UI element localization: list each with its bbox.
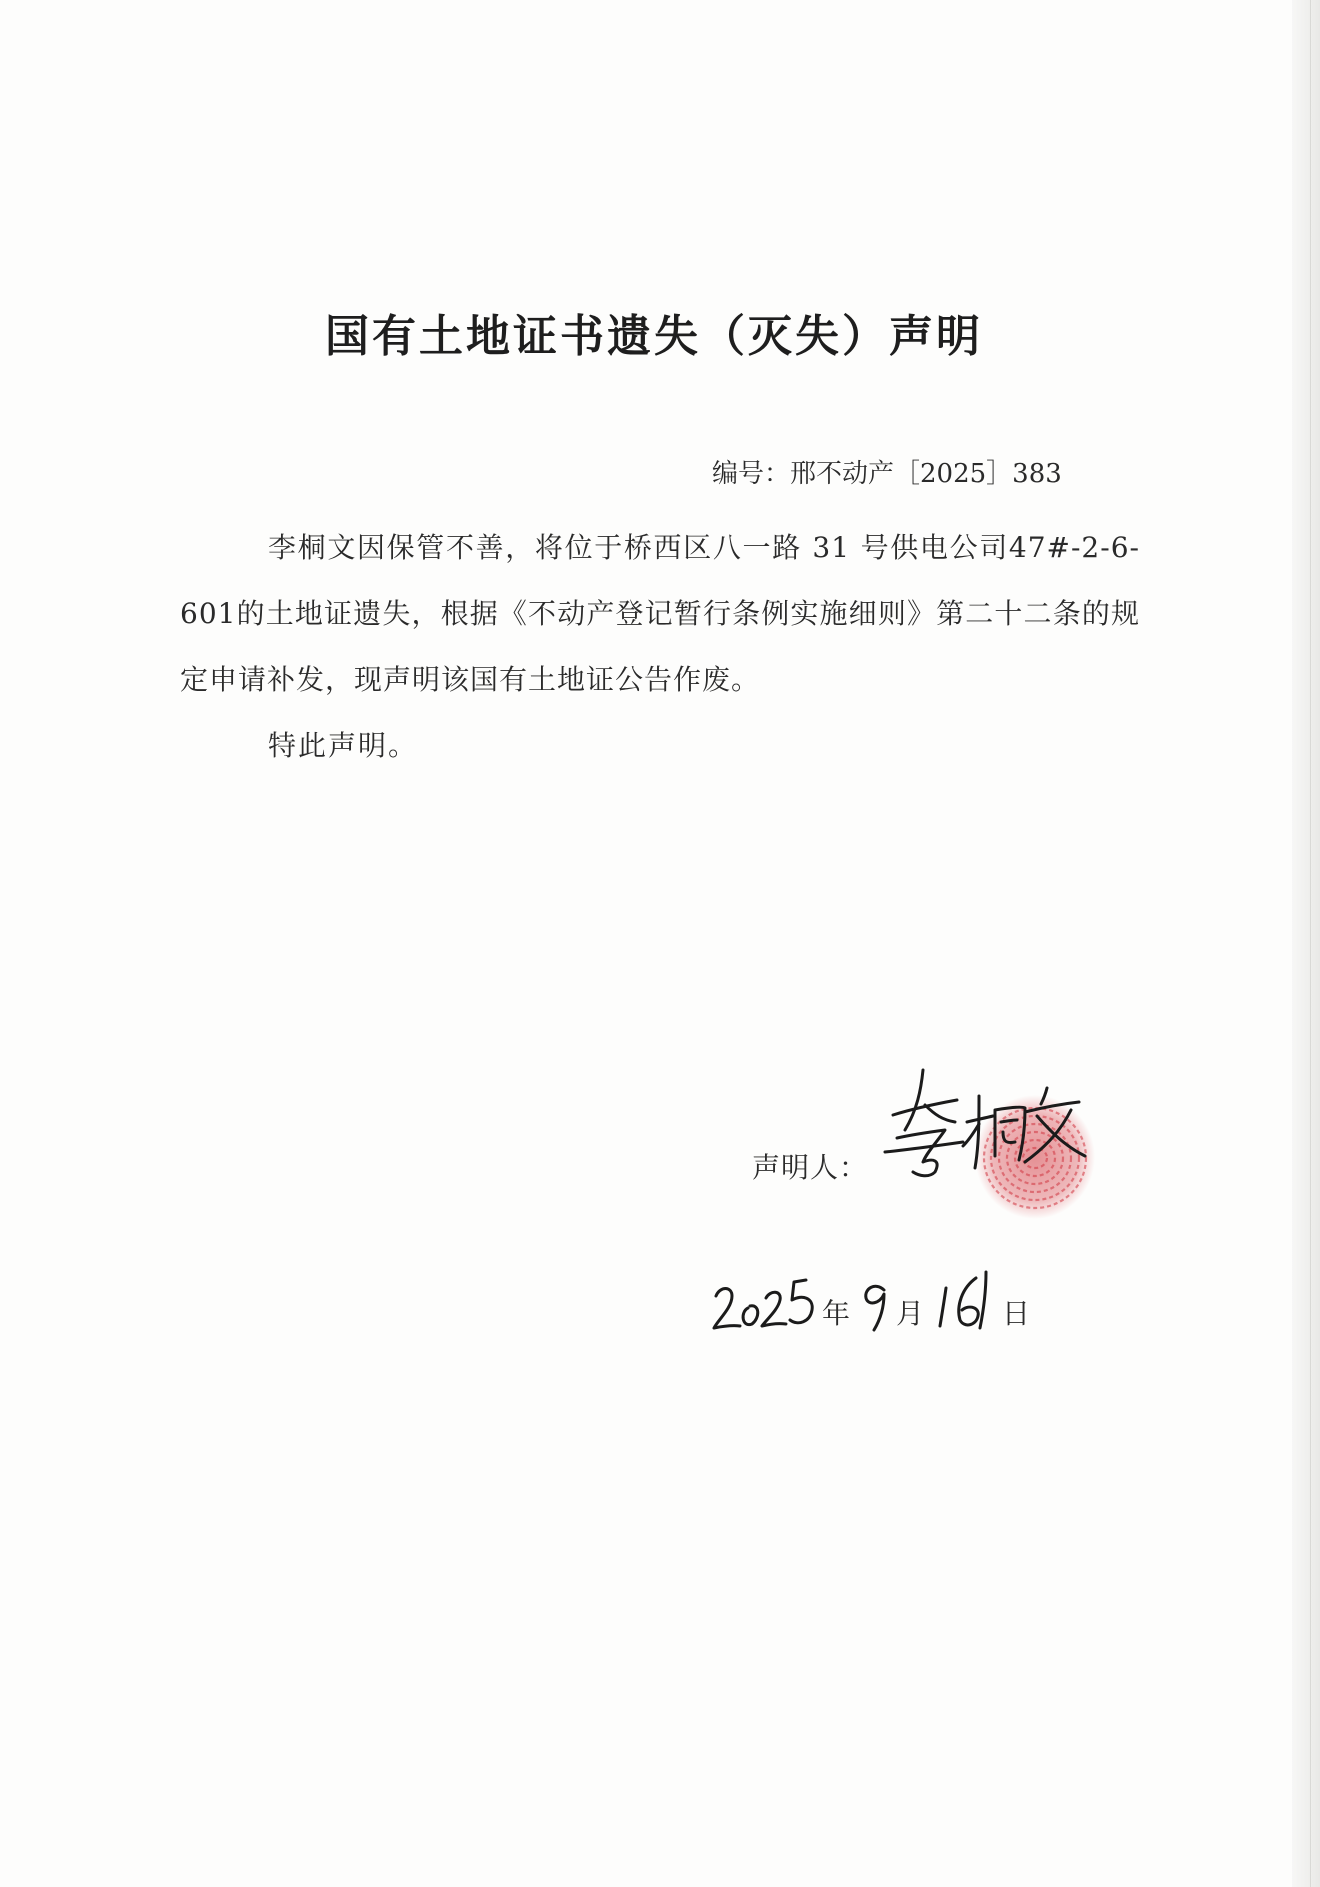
handwritten-signature bbox=[875, 1060, 1095, 1190]
date-year-unit: 年 bbox=[822, 1297, 851, 1330]
page-edge bbox=[1292, 0, 1320, 1887]
declarant-label: 声明人： bbox=[752, 1151, 869, 1184]
date-month-handwritten bbox=[856, 1268, 896, 1338]
date-year-handwritten bbox=[710, 1268, 830, 1338]
signing-date bbox=[710, 1268, 1040, 1338]
document-title: 国有土地证书遗失（灭失）声明 bbox=[325, 311, 983, 362]
declaration-body: 李桐文因保管不善，将位于桥西区八一路 31 号供电公司47#-2-6-601的土地证遗失，根据《不动产登记暂行条例实施细则》第二十二条的规定申请补发，现声明该国有土地证公告作废。 bbox=[180, 531, 1140, 696]
date-day-unit: 日 bbox=[1002, 1297, 1031, 1330]
page-edge-line bbox=[1310, 0, 1311, 1887]
document-number: 编号：邢不动产［2025］383 bbox=[712, 459, 1062, 489]
date-day-handwritten bbox=[932, 1268, 1004, 1338]
date-month-unit: 月 bbox=[896, 1297, 925, 1330]
closing-statement: 特此声明。 bbox=[268, 729, 419, 762]
